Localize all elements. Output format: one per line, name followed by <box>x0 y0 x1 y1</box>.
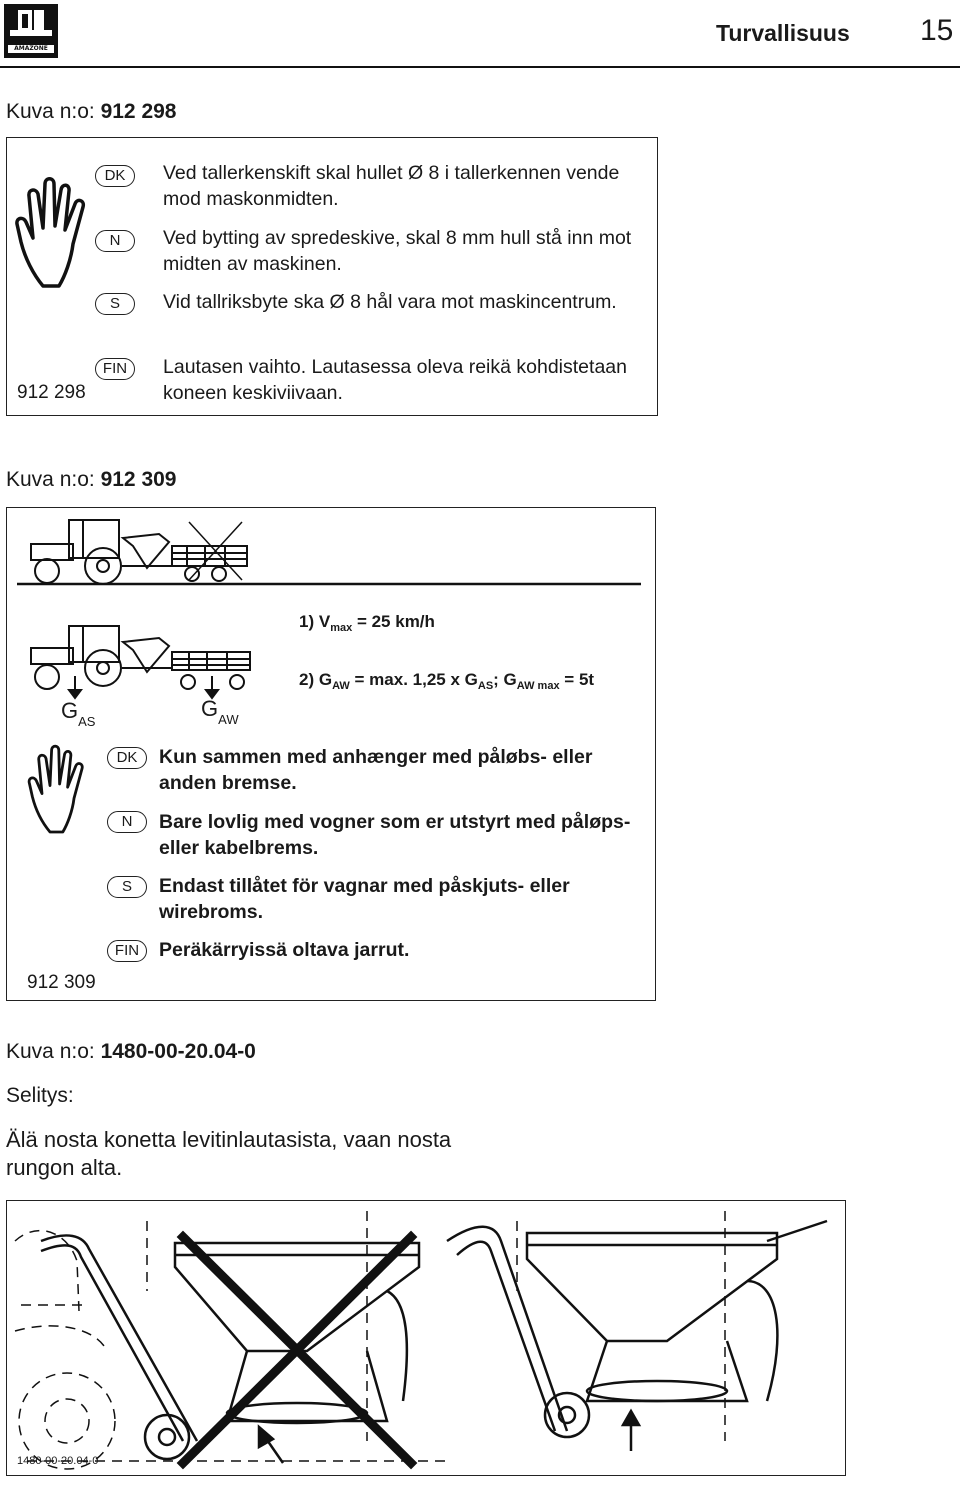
formula-speed: 1) $V_{max} = 25$ km/h <box>299 612 435 634</box>
tractor-trailer-forbidden-illustration <box>7 508 657 598</box>
description-text: Älä nosta konetta levitinlautasista, vaan nosta rungon alta. <box>6 1127 452 1180</box>
note-fin: Lautasen vaihto. Lautasessa oleva reikä kohdistetaan koneen keskiviivaan. <box>163 356 627 404</box>
lang-badge-s: S <box>95 293 135 315</box>
figure3-code: 1480-00-20.04-0 <box>17 1455 99 1467</box>
page-number: 15 <box>920 14 954 47</box>
brand-name: AMAZONE <box>8 45 54 53</box>
label-g-aw: $G_{AW}$ <box>201 696 239 727</box>
logo-emblem-icon <box>4 4 58 44</box>
legend-label: Selitys: <box>6 1084 74 1107</box>
note-dk: Kun sammen med anhænger med påløbs- eller anden bremse. <box>159 746 593 794</box>
label-g-as: $G_{AS}$ <box>61 698 96 729</box>
formula-weight: 2) $G_{AW} = \max$. 1,25 x $G_{AS}$; $G_{AW max} = 5t$ <box>299 670 595 692</box>
figure2-caption: Kuva n:o: 912 309 <box>6 468 177 491</box>
figure2-code: 912 309 <box>27 972 96 993</box>
warning-hand-icon <box>17 744 107 844</box>
section-title: Turvallisuus <box>716 20 850 46</box>
tractor-trailer-allowed-illustration <box>7 616 297 716</box>
lang-badge-fin: FIN <box>95 358 135 380</box>
figure1-code: 912 298 <box>17 382 86 403</box>
note-s: Vid tallriksbyte ska Ø 8 hål vara mot maskincentrum. <box>163 291 617 313</box>
lang-badge-n: N <box>107 811 147 833</box>
note-n: Bare lovlig med vogner som er utstyrt med påløps- eller kabelbrems. <box>159 811 631 859</box>
lang-badge-dk: DK <box>95 165 135 187</box>
note-fin: Peräkärryissä oltava jarrut. <box>159 939 410 961</box>
header-divider <box>0 66 960 68</box>
brand-logo <box>4 4 58 58</box>
figure3-panel <box>6 1200 846 1476</box>
lifting-illustration <box>7 1201 845 1475</box>
note-s: Endast tillåtet för vagnar med påskjuts- eller wirebroms. <box>159 875 570 923</box>
lang-badge-fin: FIN <box>107 940 147 962</box>
figure1-caption: Kuva n:o: 912 298 <box>6 100 177 123</box>
figure1-panel <box>6 137 658 416</box>
note-n: Ved bytting av spredeskive, skal 8 mm hull stå inn mot midten av maskinen. <box>163 227 632 275</box>
warning-hand-icon <box>13 176 103 301</box>
note-dk: Ved tallerkenskift skal hullet Ø 8 i tallerkennen vende mod maskonmidten. <box>163 162 620 210</box>
lang-badge-n: N <box>95 230 135 252</box>
lang-badge-s: S <box>107 876 147 898</box>
figure3-caption: Kuva n:o: 1480-00-20.04-0 <box>6 1040 256 1063</box>
figure2-panel <box>6 507 656 1001</box>
lang-badge-dk: DK <box>107 747 147 769</box>
